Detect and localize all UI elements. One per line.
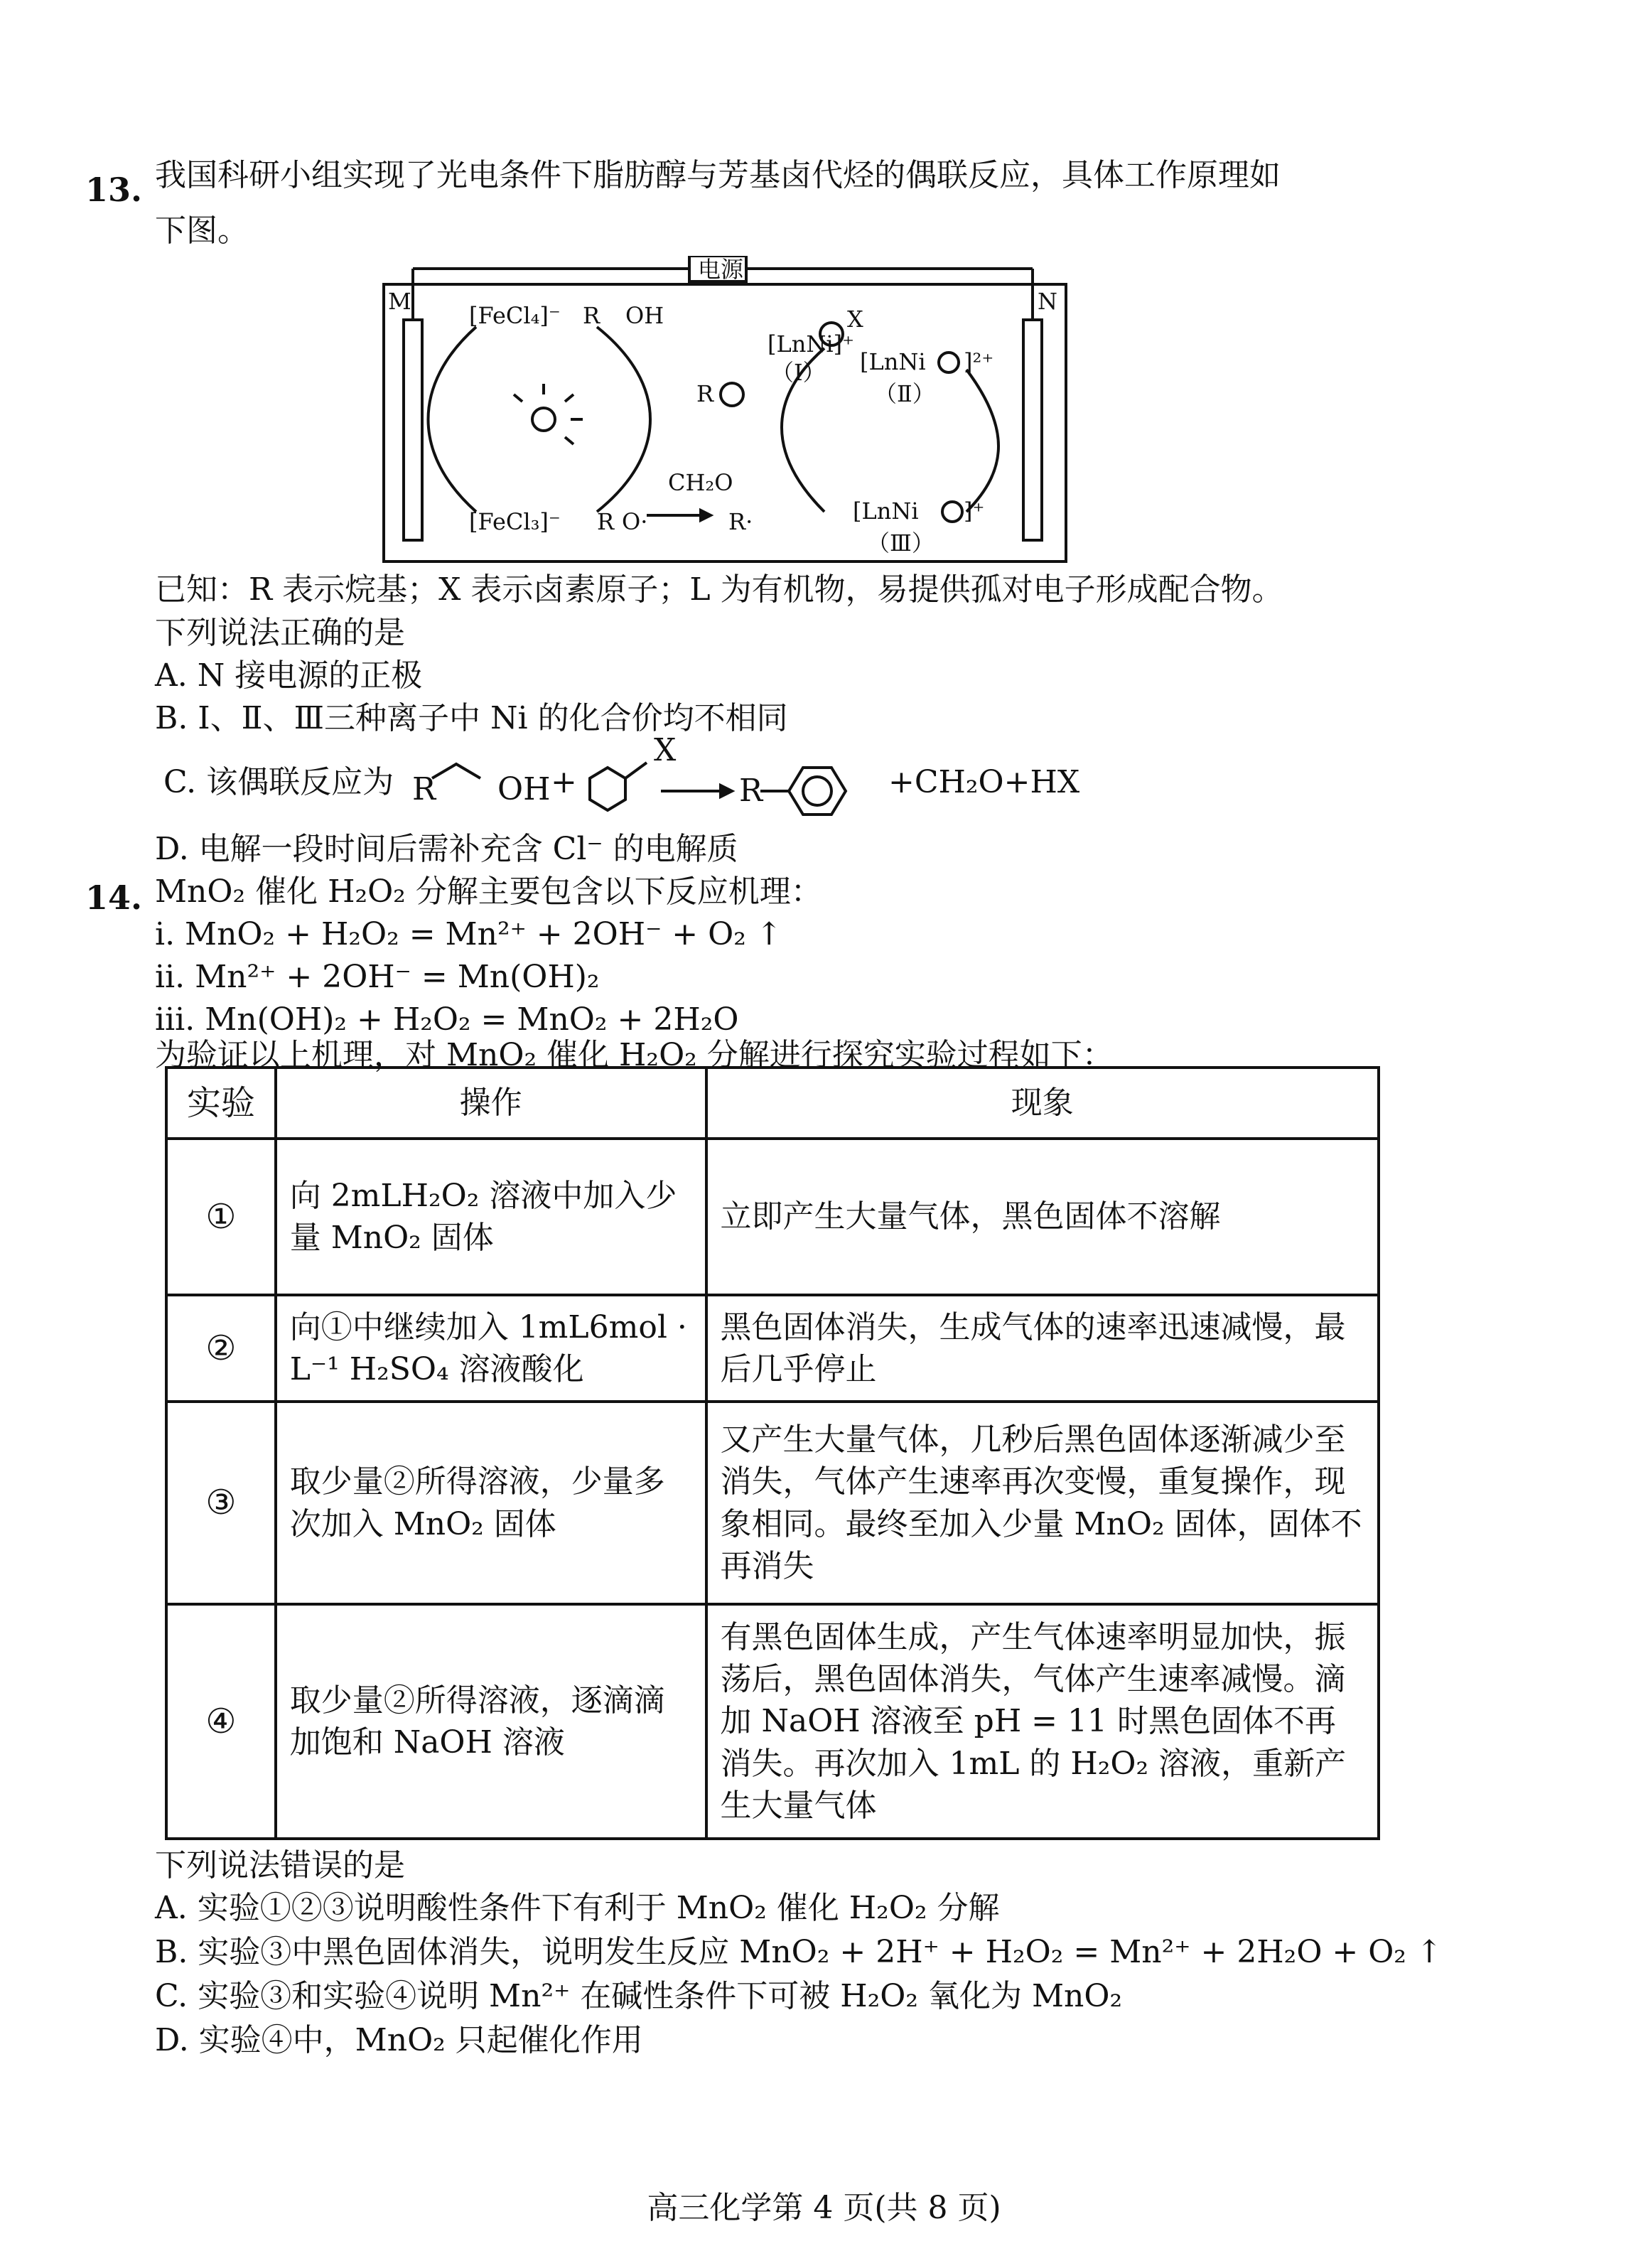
row2-phenomenon: 黑色固体消失，生成气体的速率迅速减慢，最后几乎停止 (706, 1295, 1379, 1402)
left-arc-right (597, 327, 650, 512)
benzene-ni3 (942, 502, 962, 522)
header-phenomenon: 现象 (706, 1068, 1379, 1139)
lnni-ii-charge: ]²⁺ (964, 348, 994, 375)
label-n: N (1038, 288, 1057, 315)
header-operation: 操作 (276, 1068, 706, 1139)
q13-number: 13. (85, 171, 143, 209)
opt-c-r2: R (739, 773, 763, 809)
table-row (166, 1604, 1379, 1839)
reaction-svg (163, 736, 1229, 821)
r-aryl-label: R (696, 380, 714, 407)
q13-option-c (163, 736, 1229, 821)
opt-c-x: X (654, 736, 677, 768)
row1-operation: 向 2mLH₂O₂ 溶液中加入少量 MnO₂ 固体 (276, 1139, 706, 1295)
r-oh-oh: OH (625, 302, 664, 329)
lnni-iii: [LnNi (853, 498, 919, 525)
ch2o-label: CH₂O (668, 469, 733, 496)
lnni-iii-charge: ]⁺ (964, 498, 985, 525)
row4-operation: 取少量②所得溶液，逐滴滴加饱和 NaOH 溶液 (276, 1604, 706, 1839)
q13-option-a: A. N 接电源的正极 (155, 657, 423, 694)
q13-ask: 下列说法正确的是 (155, 615, 405, 651)
q14-option-b: B. 实验③中黑色固体消失，说明发生反应 MnO₂ + 2H⁺ + H₂O₂ = Mn²⁺ + 2H₂O + O₂ ↑ (155, 1934, 1443, 1970)
opt-c-products: +CH₂O+HX (888, 764, 1080, 800)
table-row (166, 1139, 1379, 1295)
table-row (166, 1295, 1379, 1402)
r-dot-label: R· (728, 508, 753, 535)
opt-c-plus: + (551, 764, 577, 800)
q14-reaction-i: ⅰ. MnO₂ + H₂O₂ = Mn²⁺ + 2OH⁻ + O₂ ↑ (155, 916, 782, 952)
row1-phenomenon: 立即产生大量气体，黑色固体不溶解 (706, 1139, 1379, 1295)
q14-option-c: C. 实验③和实验④说明 Mn²⁺ 在碱性条件下可被 H₂O₂ 氧化为 MnO₂ (155, 1978, 1123, 2014)
row4-phenomenon: 有黑色固体生成，产生气体速率明显加快，振荡后，黑色固体消失，气体产生速率减慢。滴加 NaOH 溶液至 pH = 11 时黑色固体不再消失。再次加入 1mL 的 H₂O₂ 溶液，重新产生大量气体 (706, 1604, 1379, 1839)
right-arc-right (966, 370, 998, 512)
experiment-table (165, 1066, 1380, 1840)
q14-reaction-ii: ⅱ. Mn²⁺ + 2OH⁻ = Mn(OH)₂ (155, 959, 600, 995)
lnni-i-tag: （Ⅰ） (771, 359, 826, 386)
page-footer: 高三化学第 4 页(共 8 页) (647, 2190, 1001, 2226)
opt-c-chain (432, 764, 480, 778)
row2-id: ② (166, 1295, 276, 1402)
q14-ask: 下列说法错误的是 (155, 1847, 405, 1883)
lnni-i: [LnNi]⁺ (768, 330, 854, 358)
q13-known: 已知：R 表示烷基；X 表示卤素原子；L 为有机物，易提供孤对电子形成配合物。 (155, 571, 1283, 608)
row3-id: ③ (166, 1402, 276, 1604)
row4-id: ④ (166, 1604, 276, 1839)
q14-number: 14. (85, 878, 143, 917)
power-label: 电源 (698, 256, 744, 283)
electrode-m (404, 320, 422, 540)
q13-stem-line2: 下图。 (155, 213, 249, 249)
table-row (166, 1402, 1379, 1604)
q14-stem: MnO₂ 催化 H₂O₂ 分解主要包含以下反应机理： (155, 874, 822, 910)
q14-option-a: A. 实验①②③说明酸性条件下有利于 MnO₂ 催化 H₂O₂ 分解 (155, 1890, 1000, 1926)
opt-c-benzene2-ring (803, 777, 831, 805)
opt-c-oh: OH (497, 771, 551, 807)
arrow-head (701, 510, 711, 520)
x-label: X (847, 306, 863, 333)
q14-reaction-iii: ⅲ. Mn(OH)₂ + H₂O₂ = MnO₂ + 2H₂O (155, 1001, 739, 1038)
electrode-n (1023, 320, 1042, 540)
q14-option-d: D. 实验④中，MnO₂ 只起催化作用 (155, 2022, 643, 2058)
opt-c-x-bond (625, 763, 647, 778)
opt-c-benzene2 (789, 768, 846, 815)
lnni-iii-tag: （Ⅲ） (867, 530, 935, 557)
q13-option-b: B. Ⅰ、Ⅱ、Ⅲ三种离子中 Ni 的化合价均不相同 (155, 700, 788, 736)
q13-option-d: D. 电解一段时间后需补充含 Cl⁻ 的电解质 (155, 831, 738, 867)
row3-operation: 取少量②所得溶液，少量多次加入 MnO₂ 固体 (276, 1402, 706, 1604)
q13-stem-line1: 我国科研小组实现了光电条件下脂肪醇与芳基卤代烃的偶联反应，具体工作原理如 (155, 157, 1281, 193)
lnni-ii-tag: （Ⅱ） (874, 380, 935, 407)
benzene-ni2 (939, 353, 959, 372)
r-oh-r: R (583, 302, 601, 329)
electrolysis-diagram (370, 256, 1080, 569)
row1-id: ① (166, 1139, 276, 1295)
light-rays (514, 384, 583, 444)
r-o-r: R (597, 508, 615, 535)
q14-intro: 为验证以上机理，对 MnO₂ 催化 H₂O₂ 分解进行探究实验过程如下： (155, 1037, 1114, 1073)
row2-operation: 向①中继续加入 1mL6mol · L⁻¹ H₂SO₄ 溶液酸化 (276, 1295, 706, 1402)
table-header-row (166, 1068, 1379, 1139)
opt-c-benzene1 (590, 768, 625, 810)
opt-c-prefix: C. 该偶联反应为 (163, 764, 394, 800)
electrolysis-svg (370, 256, 1080, 569)
fecl4: [FeCl₄]⁻ (469, 302, 561, 329)
fecl3: [FeCl₃]⁻ (469, 508, 561, 535)
row3-phenomenon: 又产生大量气体，几秒后黑色固体逐渐减少至消失，气体产生速率再次变慢，重复操作，现象相同。最终至加入少量 MnO₂ 固体，固体不再消失 (706, 1402, 1379, 1604)
label-m: M (388, 288, 411, 315)
r-o-dot: O· (622, 508, 648, 535)
benzene-r (721, 383, 743, 406)
header-experiment: 实验 (166, 1068, 276, 1139)
opt-c-r: R (412, 771, 436, 807)
lnni-ii: [LnNi (860, 348, 926, 375)
left-arc-left (429, 327, 477, 512)
light-bulb (532, 408, 555, 431)
